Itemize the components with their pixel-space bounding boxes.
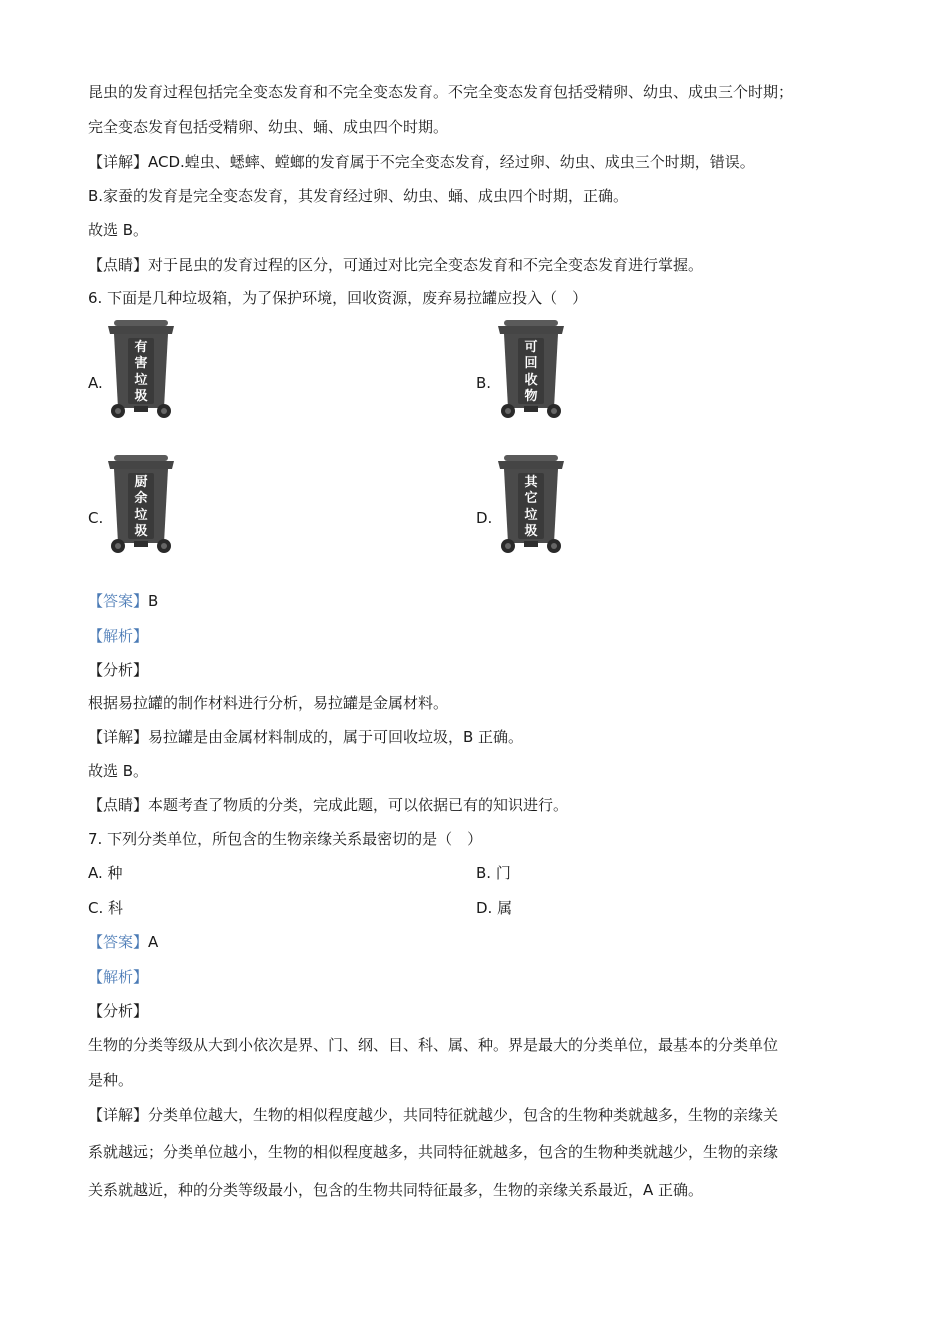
q7-detail-line-2: 系就越远；分类单位越小，生物的相似程度越多，共同特征就越多，包含的生物种类就越少，生物的亲缘 bbox=[88, 1143, 779, 1161]
bin-a-char-2: 害 bbox=[134, 356, 148, 372]
bin-b-char-3: 收 bbox=[524, 372, 538, 388]
q6-detail: 【详解】易拉罐是由金属材料制成的，属于可回收垃圾，B 正确。 bbox=[88, 728, 524, 746]
q7-option-a: A. 种 bbox=[88, 864, 123, 882]
bin-c-char-4: 圾 bbox=[134, 523, 148, 539]
q7-stem: 7. 下列分类单位，所包含的生物亲缘关系最密切的是（ ） bbox=[88, 830, 483, 848]
q6-stem: 6. 下面是几种垃圾箱，为了保护环境，回收资源，废弃易拉罐应投入（ ） bbox=[88, 289, 588, 307]
q6-option-a-label: A. bbox=[88, 374, 103, 392]
q6-comment: 【点睛】本题考查了物质的分类，完成此题，可以依据已有的知识进行。 bbox=[88, 796, 569, 814]
bin-b-char-2: 回 bbox=[524, 356, 538, 372]
bin-c-char-1: 厨 bbox=[134, 475, 148, 490]
q7-option-c: C. 科 bbox=[88, 899, 124, 917]
bin-a-char-3: 垃 bbox=[134, 372, 148, 388]
q7-fenxi-line-2: 是种。 bbox=[88, 1071, 134, 1089]
bin-a-char-4: 圾 bbox=[134, 388, 148, 404]
q6-option-d-bin bbox=[496, 455, 566, 555]
q6-option-b-bin bbox=[496, 320, 566, 420]
q7-answer-tag: 【答案】 bbox=[88, 933, 149, 951]
q7-analysis-tag: 【解析】 bbox=[88, 968, 149, 986]
q7-detail-line-1: 【详解】分类单位越大，生物的相似程度越少，共同特征就越少，包含的生物种类就越多，生物的亲缘关 bbox=[88, 1106, 779, 1124]
q5-comment: 【点睛】对于昆虫的发育过程的区分，可通过对比完全变态发育和不完全变态发育进行掌握。 bbox=[88, 256, 704, 274]
q5-analysis-line-2: 完全变态发育包括受精卵、幼虫、蛹、成虫四个时期。 bbox=[88, 118, 449, 136]
bin-d-char-1: 其 bbox=[524, 475, 538, 490]
bin-a-char-1: 有 bbox=[134, 340, 148, 355]
q6-answer-tag: 【答案】 bbox=[88, 592, 149, 610]
bin-b-char-4: 物 bbox=[524, 388, 538, 404]
q5-analysis-line-1: 昆虫的发育过程包括完全变态发育和不完全变态发育。不完全变态发育包括受精卵、幼虫、成虫三个时期； bbox=[88, 83, 794, 101]
q6-option-b-label: B. bbox=[476, 374, 492, 392]
q7-detail-line-3: 关系就越近，种的分类等级最小，包含的生物共同特征最多，生物的亲缘关系最近，A 正确。 bbox=[88, 1181, 704, 1199]
q7-option-d: D. 属 bbox=[476, 899, 513, 917]
q6-option-d-label: D. bbox=[476, 509, 493, 527]
q6-answer bbox=[88, 591, 158, 611]
bin-d-char-4: 圾 bbox=[524, 523, 538, 539]
q6-fenxi: 根据易拉罐的制作材料进行分析，易拉罐是金属材料。 bbox=[88, 694, 449, 712]
q5-choose: 故选 B。 bbox=[88, 221, 149, 239]
q6-option-a-bin bbox=[106, 320, 176, 420]
q7-answer bbox=[88, 932, 158, 952]
bin-c-char-3: 垃 bbox=[134, 507, 148, 523]
q5-option-b-explanation: B.家蚕的发育是完全变态发育，其发育经过卵、幼虫、蛹、成虫四个时期，正确。 bbox=[88, 187, 629, 205]
q6-option-c-label: C. bbox=[88, 509, 104, 527]
q6-choose: 故选 B。 bbox=[88, 762, 149, 780]
q6-option-c-bin bbox=[106, 455, 176, 555]
bin-c-char-2: 余 bbox=[134, 491, 148, 507]
q6-answer-value: B bbox=[148, 592, 159, 610]
q7-fenxi-tag: 【分析】 bbox=[88, 1002, 149, 1020]
q7-answer-value: A bbox=[148, 933, 159, 951]
q7-fenxi-line-1: 生物的分类等级从大到小依次是界、门、纲、目、科、属、种。界是最大的分类单位，最基本的分类单位 bbox=[88, 1036, 779, 1054]
bin-b-char-1: 可 bbox=[524, 340, 538, 355]
q5-detail: 【详解】ACD.蝗虫、蟋蟀、螳螂的发育属于不完全变态发育，经过卵、幼虫、成虫三个时期，错误。 bbox=[88, 153, 755, 171]
q6-fenxi-tag: 【分析】 bbox=[88, 661, 149, 679]
q6-analysis-tag: 【解析】 bbox=[88, 627, 149, 645]
q7-option-b: B. 门 bbox=[476, 864, 511, 882]
bin-d-char-2: 它 bbox=[524, 491, 538, 507]
bin-d-char-3: 垃 bbox=[524, 507, 538, 523]
